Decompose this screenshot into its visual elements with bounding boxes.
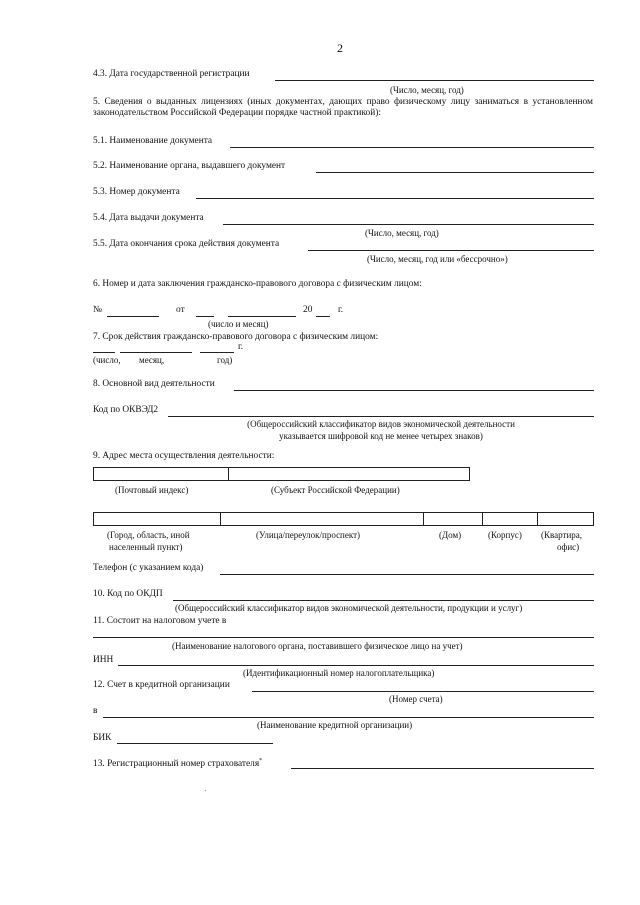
- registration-date-label: 4.3. Дата государственной регистрации: [93, 69, 250, 79]
- contract-label: 6. Номер и дата заключения гражданско-правового договора с физическим лицом:: [93, 279, 422, 289]
- scan-speck: [205, 790, 206, 791]
- term-year-field[interactable]: [200, 352, 234, 353]
- inn-hint: (Идентификационный номер налогоплательщика): [243, 668, 435, 678]
- bank-prefix: в: [93, 706, 98, 716]
- term-month-field[interactable]: [120, 352, 192, 353]
- document-name-label: 5.1. Наименование документа: [93, 136, 213, 146]
- account-field[interactable]: [252, 691, 594, 692]
- document-number-label: 5.3. Номер документа: [93, 187, 180, 197]
- address-label: 9. Адрес места осуществления деятельности:: [93, 451, 275, 461]
- document-number-field[interactable]: [196, 198, 594, 199]
- term-hint-day: (число,: [93, 355, 121, 365]
- okdp-hint: (Общероссийский классификатор видов экономической деятельности, продукции и услуг): [175, 603, 523, 613]
- contract-date-hint: (число и месяц): [208, 319, 269, 329]
- bank-name-hint: (Наименование кредитной организации): [257, 720, 413, 730]
- tax-registration-label: 11. Состоит на налоговом учете в: [93, 616, 227, 626]
- apartment-field[interactable]: [536, 512, 594, 526]
- house-field[interactable]: [422, 512, 481, 526]
- issuing-authority-field[interactable]: [316, 172, 594, 173]
- contract-day-field[interactable]: [196, 316, 214, 317]
- expiry-date-label: 5.5. Дата окончания срока действия документа: [93, 239, 280, 249]
- street-hint: (Улица/переулок/проспект): [256, 530, 361, 540]
- document-name-field[interactable]: [230, 147, 594, 148]
- house-hint: (Дом): [439, 530, 462, 540]
- registration-date-hint: (Число, месяц, год): [390, 85, 464, 95]
- building-field[interactable]: [481, 512, 536, 526]
- activity-field[interactable]: [234, 390, 594, 391]
- issue-date-label: 5.4. Дата выдачи документа: [93, 213, 204, 223]
- inn-field[interactable]: [118, 665, 594, 666]
- bik-label: БИК: [93, 733, 112, 743]
- apartment-hint-1: (Квартира,: [541, 530, 583, 540]
- city-field[interactable]: [93, 512, 219, 526]
- contract-term-label: 7. Срок действия гражданско-правового договора с физическим лицом:: [93, 332, 379, 342]
- okved-label: Код по ОКВЭД2: [93, 405, 159, 415]
- postal-code-hint: (Почтовый индекс): [115, 485, 189, 495]
- contract-year-field[interactable]: [316, 316, 330, 317]
- okved-hint-2: указывается шифровой код не менее четырех знаков): [279, 431, 483, 441]
- okved-hint-1: (Общероссийский классификатор видов экономической деятельности: [247, 419, 515, 429]
- subject-hint: (Субъект Российской Федерации): [271, 485, 400, 495]
- bik-field[interactable]: [117, 743, 273, 744]
- registration-date-field[interactable]: [275, 80, 594, 81]
- expiry-date-hint: (Число, месяц, год или «бессрочно»): [367, 254, 508, 264]
- contract-year-prefix: 20: [303, 305, 313, 315]
- city-hint-2: населенный пункт): [109, 542, 183, 552]
- okdp-label: 10. Код по ОКДП: [93, 589, 163, 599]
- tax-authority-field[interactable]: [93, 637, 594, 638]
- issuing-authority-label: 5.2. Наименование органа, выдавшего документ: [93, 161, 286, 171]
- phone-label: Телефон (с указанием кода): [93, 563, 204, 573]
- postal-code-field[interactable]: [93, 467, 227, 481]
- term-hint-month: месяц,: [139, 355, 165, 365]
- phone-field[interactable]: [220, 574, 594, 575]
- insurer-number-label: 13. Регистрационный номер страхователя*: [93, 758, 263, 770]
- insurer-number-field[interactable]: [291, 768, 594, 769]
- licenses-intro: 5. Сведения о выданных лицензиях (иных документах, дающих право физическому лицу заниматься в установленном законодательством Российской Федерации порядке частной практикой):: [93, 97, 593, 118]
- issue-date-field[interactable]: [223, 224, 594, 225]
- inn-label: ИНН: [93, 655, 114, 665]
- issue-date-hint: (Число, месяц, год): [365, 228, 439, 238]
- contract-month-field[interactable]: [228, 316, 296, 317]
- city-hint-1: (Город, область, иной: [107, 530, 190, 540]
- apartment-hint-2: офис): [557, 542, 580, 552]
- expiry-date-field[interactable]: [308, 250, 594, 251]
- page-number: 2: [337, 41, 343, 55]
- street-field[interactable]: [219, 512, 422, 526]
- term-year-suffix: г.: [238, 342, 244, 352]
- footnote-mark: *: [259, 758, 263, 764]
- tax-authority-hint: (Наименование налогового органа, поставившего физическое лицо на учет): [172, 641, 463, 651]
- bank-name-field[interactable]: [103, 717, 594, 718]
- contract-number-sign: №: [93, 305, 102, 315]
- contract-year-suffix: г.: [338, 305, 344, 315]
- okved-field[interactable]: [168, 416, 594, 417]
- account-label: 12. Счет в кредитной организации: [93, 680, 230, 690]
- term-hint-year: год): [217, 355, 233, 365]
- contract-number-field[interactable]: [107, 316, 159, 317]
- subject-field[interactable]: [227, 467, 470, 481]
- building-hint: (Корпус): [488, 530, 522, 540]
- okdp-field[interactable]: [173, 600, 594, 601]
- term-day-field[interactable]: [93, 352, 115, 353]
- contract-from-label: от: [176, 305, 185, 315]
- account-hint: (Номер счета): [389, 694, 443, 704]
- activity-label: 8. Основной вид деятельности: [93, 379, 215, 389]
